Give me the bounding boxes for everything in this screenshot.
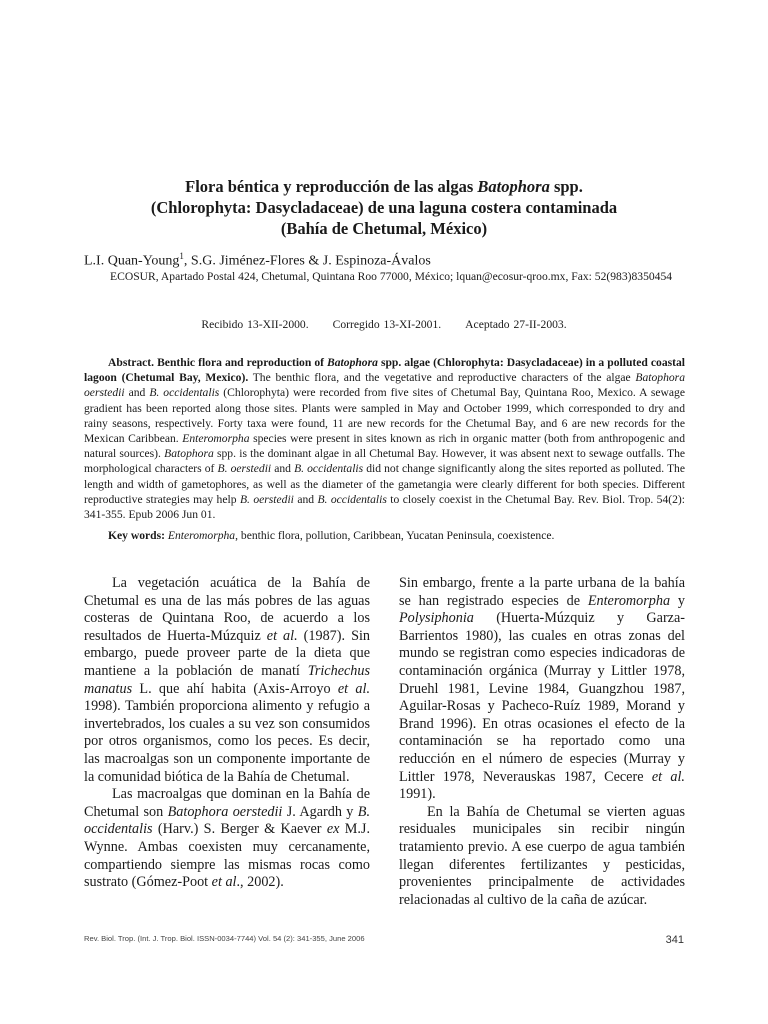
accepted-date: Aceptado 27-II-2003. <box>465 318 567 331</box>
title-line-3: (Bahía de Chetumal, México) <box>280 219 488 238</box>
keywords: Key words: Enteromorpha, benthic flora, pollution, Caribbean, Yucatan Peninsula, coexistence. <box>108 529 555 542</box>
author-list: L.I. Quan-Young$^1$, S.G. Jiménez-Flores & J. Espinoza-Ávalos <box>84 251 431 269</box>
author-affiliation: ECOSUR, Apartado Postal 424, Chetumal, Quintana Roo 77000, México; lquan@ecosur-qroo.mx, Fax: 52(983)8350454 <box>110 270 673 283</box>
body-column-right <box>399 575 685 909</box>
article-title <box>60 176 708 239</box>
paragraph: En la Bahía de Chetumal se vierten aguas residuales municipales sin recibir ningún tratamiento previo. A ese cuerpo de agua también llegan diferentes fertilizantes y pesticidas, provenientes principalmente de actividades relacionadas al cultivo de la caña de azúcar. <box>399 803 685 908</box>
journal-reference: Rev. Biol. Trop. (Int. J. Trop. Biol. ISSN-0034-7744) Vol. 54 (2): 341-355, June 2006 <box>84 934 365 943</box>
abstract: Abstract. Benthic flora and reproduction of Batophora spp. algae (Chlorophyta: Dasycladaceae) in a polluted coastal lagoon (Chetumal Bay, Mexico). The benthic flora, and the vegetative and reproductive characters of the algae Batophora oerstedii and B. occidentalis (Chlorophyta) were recorded from five sites of Chetumal Bay, Quintana Roo, Mexico. A sewage gradient has been reported along those sites. Plants were sampled in May and October 1999, which corresponded to dry and rainy seasons, respectively. Forty taxa were found, 11 are new records for the Chetumal Bay, and 6 are new records for the Mexican Caribbean. Enteromorpha species were present in sites known as rich in organic matter (both from anthropogenic and natural sources). Batophora spp. is the dominant algae in all Chetumal Bay. However, it was absent next to sewage outfalls. The morphological characters of B. oerstedii and B. occidentalis did not change significantly along the sites reported as polluted. The length and width of gametophores, as well as the diameter of the gametangia were clearly different for both species. Different reproductive strategies may help B. oerstedii and B. occidentalis to closely coexist in the Chetumal Bay. Rev. Biol. Trop. 54(2): 341-355. Epub 2006 Jun 01. <box>84 356 686 522</box>
page-number: 341 <box>665 934 684 946</box>
body-column-left <box>84 575 370 892</box>
paragraph: Las macroalgas que dominan en la Bahía de Chetumal son Batophora oerstedii J. Agardh y B. occidentalis (Harv.) S. Berger & Kaever ex M.J. Wynne. Ambas coexisten muy cercanamente, compartiendo siempre las mismas rocas como sustrato (Gómez-Poot et al., 2002). <box>84 786 370 891</box>
received-date: Recibido 13-XII-2000. <box>201 318 309 331</box>
title-line-2: (Chlorophyta: Dasycladaceae) de una laguna costera contaminada <box>150 198 618 217</box>
paragraph: La vegetación acuática de la Bahía de Chetumal es una de las más pobres de las aguas costeras de Quintana Roo, de acuerdo a los resultados de Huerta-Múzquiz et al. (1987). Sin embargo, puede proveer parte de la dieta que mantiene a la población de manatí Trichechus manatus L. que ahí habita (Axis-Arroyo et al. 1998). También proporciona alimento y refugio a invertebrados, los cuales a su vez son consumidos por otros organismos, como los peces. Es decir, las macroalgas son un componente importante de la comunidad biótica de la Bahía de Chetumal. <box>84 575 370 785</box>
corrected-date: Corregido 13-XI-2001. <box>332 318 442 331</box>
paragraph: Sin embargo, frente a la parte urbana de la bahía se han registrado especies de Enteromorpha y Polysiphonia (Huerta-Múzquiz y Garza-Barrientos 1980), las cuales en otras zonas del mundo se registran como especies indicadoras de contaminación orgánica (Murray y Littler 1978, Druehl 1981, Levine 1984, Guangzhou 1987, Aguilar-Rosas y Pacheco-Ruíz 1989, Morand y Brand 1996). En otras ocasiones el efecto de la contaminación se ha reportado como una reducción en el número de especies (Murray y Littler 1978, Neverauskas 1987, Cecere et al. 1991). <box>399 575 685 803</box>
title-line-1: Flora béntica y reproducción de las algas Batophora spp. <box>185 177 583 196</box>
submission-dates <box>0 318 768 331</box>
